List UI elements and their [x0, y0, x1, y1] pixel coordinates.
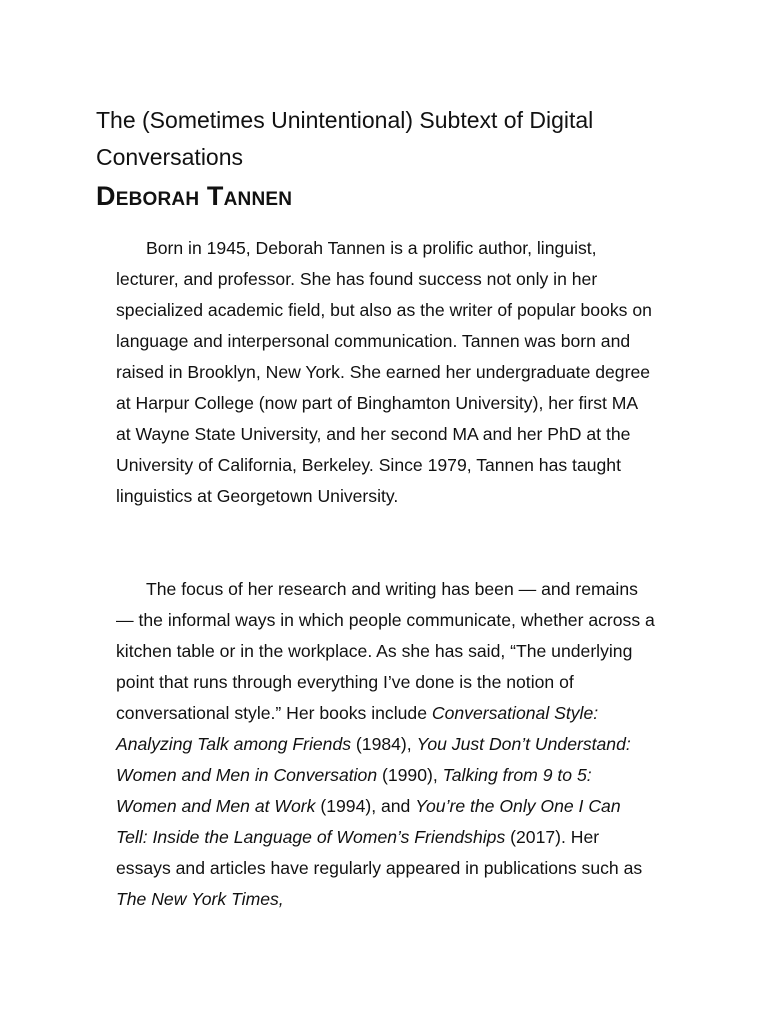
paragraph-2-intro: The focus of her research and writing has been — and remains — the informal ways in which people communicate, whether across a kitchen table or in the workplace. As she has said, “The underlying point that runs through everything I’ve done is the notion of conversational style.” Her books include	[116, 579, 655, 723]
biography-paragraph-2	[116, 574, 656, 915]
book-title-you-just-dont-understand: You Just Don’t Understand: Women and Men in Conversation	[116, 734, 631, 785]
book-year-1984: (1984),	[351, 734, 417, 754]
book-title-talking-from-9-to-5: Talking from 9 to 5: Women and Men at Work	[116, 765, 592, 816]
book-title-youre-the-only-one: You’re the Only One I Can Tell: Inside the Language of Women’s Friendships	[116, 796, 621, 847]
book-year-1994: (1994), and	[315, 796, 416, 816]
book-title-conversational-style: Conversational Style: Analyzing Talk among Friends	[116, 703, 599, 754]
book-year-2017: (2017). Her essays and articles have regularly appeared in publications such as	[116, 827, 643, 878]
publication-new-york-times: The New York Times,	[116, 889, 284, 909]
biography-paragraph-1: Born in 1945, Deborah Tannen is a prolific author, linguist, lecturer, and professor. She has found success not only in her specialized academic field, but also as the writer of popular books on language and interpersonal communication. Tannen was born and raised in Brooklyn, New York. She earned her undergraduate degree at Harpur College (now part of Binghamton University), her first MA at Wayne State University, and her second MA and her PhD at the University of California, Berkeley. Since 1979, Tannen has taught linguistics at Georgetown University.	[116, 238, 652, 506]
document-title: The (Sometimes Unintentional) Subtext of Digital Conversations	[96, 107, 594, 170]
author-name: Deborah Tannen	[96, 181, 293, 211]
book-year-1990: (1990),	[377, 765, 443, 785]
